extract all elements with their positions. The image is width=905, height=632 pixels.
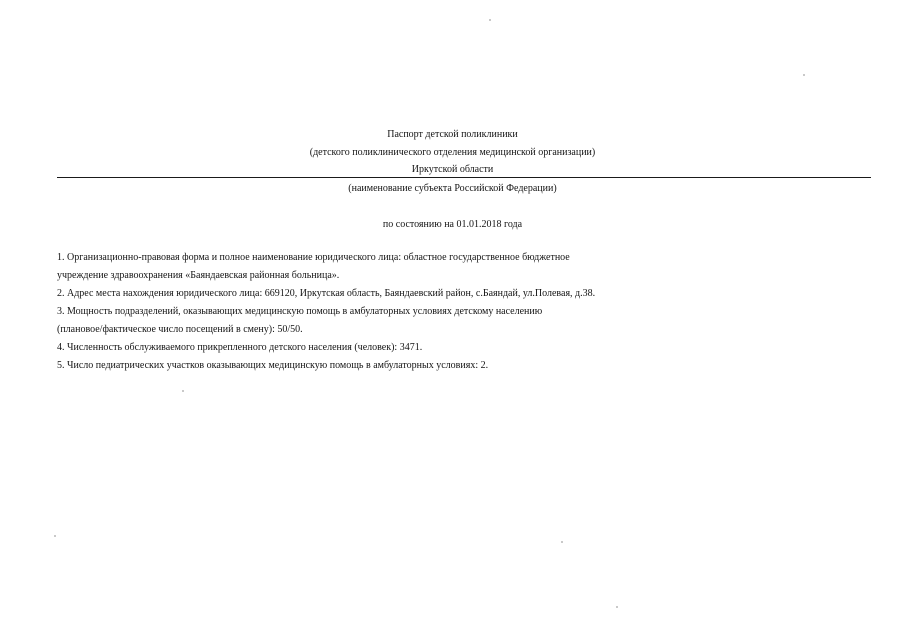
region-caption: (наименование субъекта Российской Федерации) [348,183,557,194]
scan-speck [54,535,56,537]
item-2-line-1: 2. Адрес места нахождения юридического лица: 669120, Иркутская область, Баяндаевский район, с.Баяндай, ул.Полевая, д.38. [57,288,596,299]
region-underline [57,177,871,178]
scan-speck [561,541,563,543]
scan-speck [182,390,184,392]
passport-item-5 [57,357,877,375]
region-name: Иркутской области [411,164,494,175]
passport-item-2 [57,285,877,303]
item-5-line-1: 5. Число педиатрических участков оказывающих медицинскую помощь в амбулаторных условиях: 2. [57,360,489,371]
scan-speck [489,19,491,21]
item-3-line-2: (плановое/фактическое число посещений в смену): 50/50. [57,324,303,335]
document-subtitle: (детского поликлинического отделения медицинской организации) [309,147,596,158]
item-1-line-1: 1. Организационно-правовая форма и полное наименование юридического лица: областное государственное бюджетное [57,252,570,263]
document-title: Паспорт детской поликлиники [387,129,518,140]
as-of-date: по состоянию на 01.01.2018 года [382,219,523,230]
item-4-line-1: 4. Численность обслуживаемого прикрепленного детского населения (человек): 3471. [57,342,423,353]
item-1-line-2: учреждение здравоохранения «Баяндаевская районная больница». [57,270,340,281]
passport-item-3 [57,303,877,339]
passport-items [57,249,877,375]
passport-item-4 [57,339,877,357]
scan-speck [803,74,805,76]
item-3-line-1: 3. Мощность подразделений, оказывающих медицинскую помощь в амбулаторных условиях детскому населению [57,306,543,317]
passport-item-1 [57,249,877,285]
scan-speck [616,606,618,608]
